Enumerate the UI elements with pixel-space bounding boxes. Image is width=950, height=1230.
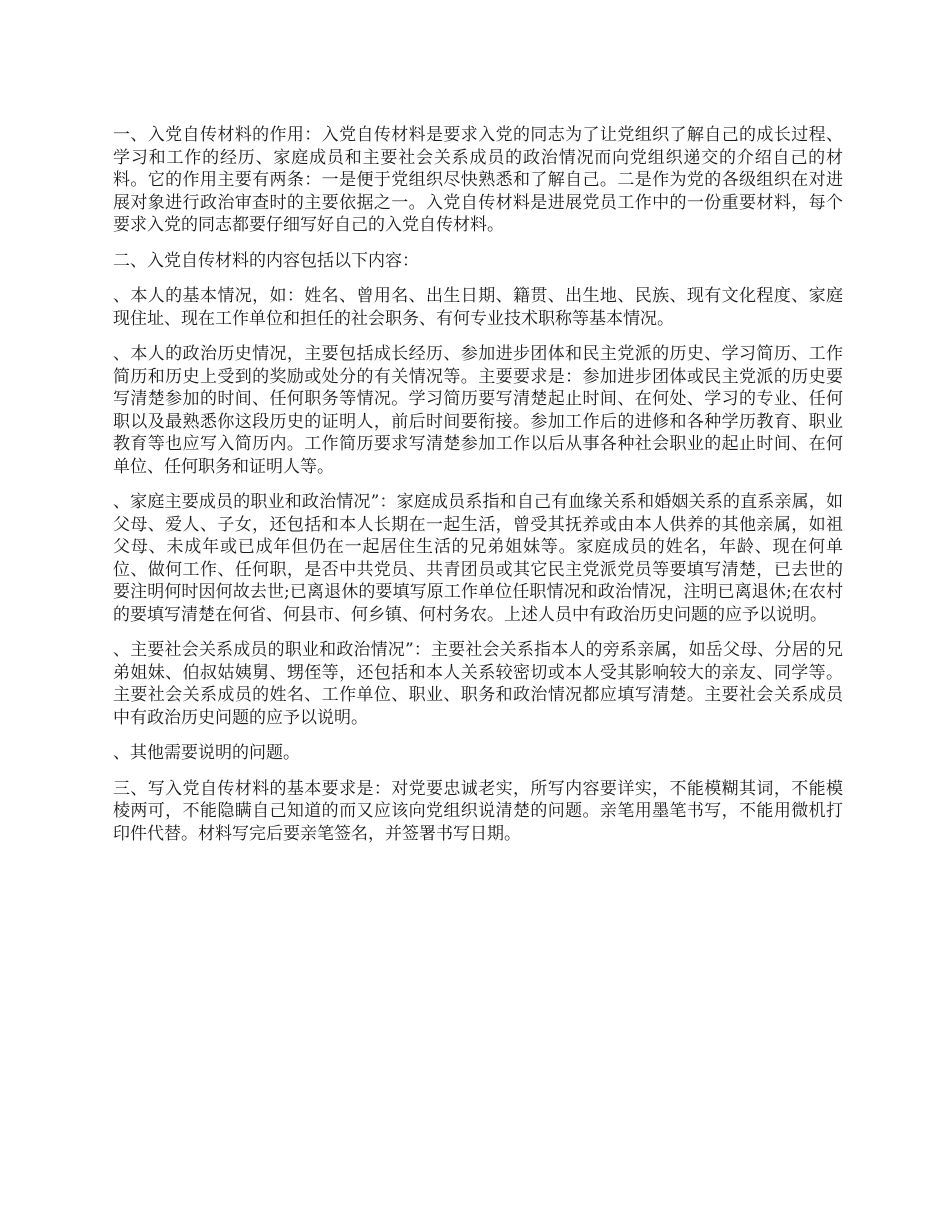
paragraph-role-of-autobiography: 一、入党自传材料的作用：入党自传材料是要求入党的同志为了让党组织了解自己的成长过程、学习和工作的经历、家庭成员和主要社会关系成员的政治情况而向党组织递交的介绍自己的材料。它的作用主要有两条：一是便于党组织尽快熟悉和了解自己。二是作为党的各级组织在对进展对象进行政治审查时的主要依据之一。入党自传材料是进展党员工作中的一份重要材料，每个要求入党的同志都要仔细写好自己的入党自传材料。 bbox=[113, 125, 843, 235]
paragraph-other-issues: 、其他需要说明的问题。 bbox=[113, 743, 300, 763]
paragraph-basic-requirements: 三、写入党自传材料的基本要求是：对党要忠诚老实，所写内容要详实，不能模糊其词，不能模棱两可，不能隐瞒自己知道的而又应该向党组织说清楚的问题。亲笔用墨笔书写，不能用微机打印件代替。材料写完后要亲笔签名，并签署书写日期。 bbox=[113, 778, 843, 844]
paragraph-social-relations: 、主要社会关系成员的职业和政治情况”：主要社会关系指本人的旁系亲属，如岳父母、分居的兄弟姐妹、伯叔姑姨舅、甥侄等，还包括和本人关系较密切或本人受其影响较大的亲友、同学等。主要社会关系成员的姓名、工作单位、职业、职务和政治情况都应填写清楚。主要社会关系成员中有政治历史问题的应予以说明。 bbox=[113, 640, 843, 728]
paragraph-contents-heading: 二、入党自传材料的内容包括以下内容： bbox=[113, 250, 419, 271]
document-body bbox=[113, 124, 843, 858]
paragraph-basic-info: 、本人的基本情况，如：姓名、曾用名、出生日期、籍贯、出生地、民族、现有文化程度、家庭现住址、现在工作单位和担任的社会职务、有何专业技术职称等基本情况。 bbox=[113, 286, 843, 329]
paragraph-political-history: 、本人的政治历史情况，主要包括成长经历、参加进步团体和民主党派的历史、学习简历、工作简历和历史上受到的奖励或处分的有关情况等。主要要求是：参加进步团体或民主党派的历史要写清楚参加的时间、任何职务等情况。学习简历要写清楚起止时间、在何处、学习的专业、任何职以及最熟悉你这段历史的证明人，前后时间要衔接。参加工作后的进修和各种学历教育、职业教育等也应写入简历内。工作简历要求写清楚参加工作以后从事各种社会职业的起止时间、在何单位、任何职务和证明人等。 bbox=[113, 344, 843, 477]
paragraph-family-members: 、家庭主要成员的职业和政治情况”：家庭成员系指和自己有血缘关系和婚姻关系的直系亲属，如父母、爱人、子女，还包括和本人长期在一起生活，曾受其抚养或由本人供养的其他亲属，如祖父母、未成年或已成年但仍在一起居住生活的兄弟姐妹等。家庭成员的姓名，年龄、现在何单位、做何工作、任何职，是否中共党员、共青团员或其它民主党派党员等要填写清楚，已去世的要注明何时因何故去世;已离退休的要填写原工作单位任职情况和政治情况，注明已离退休;在农村的要填写清楚在何省、何县市、何乡镇、何村务农。上述人员中有政治历史问题的应予以说明。 bbox=[113, 492, 844, 625]
